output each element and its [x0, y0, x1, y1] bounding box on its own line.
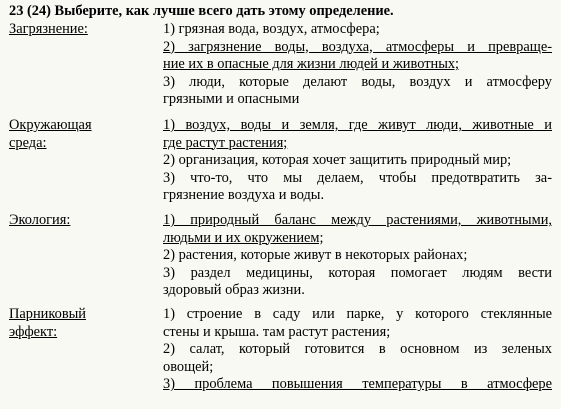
options-list	[163, 117, 552, 205]
option-3-line-1: 3) что-то, что мы делаем, чтобы предотвратить за-	[163, 169, 552, 186]
term-line: Экология:	[9, 212, 71, 228]
option-2: 2) организация, которая хочет защитить природный мир;	[163, 152, 512, 169]
option-3-line-2: грязными и опасными	[163, 91, 300, 108]
term-line: Окружающая	[9, 117, 92, 133]
option-1-line-1: 1) строение в саду или парке, у которого стеклянные	[163, 306, 552, 322]
option-1-line-2: стены и крыша. там растут растения;	[163, 323, 391, 340]
term-line: Загрязнение:	[9, 21, 88, 37]
term-label	[9, 306, 86, 341]
term-line: эффект:	[9, 323, 58, 340]
option-2: 2) растения, которые живут в некоторых районах;	[163, 247, 468, 264]
option-1-line-1: 1) природный баланс между растениями, животными,	[163, 212, 552, 228]
option-3-line-2: здоровый образ жизни.	[163, 282, 305, 299]
exercise-title: 23 (24) Выберите, как лучше всего дать этому определение.	[9, 3, 394, 19]
option-2-line-2: ние их в опасные для жизни людей и животных;	[163, 56, 460, 73]
options-list	[163, 306, 552, 394]
term-line: Парниковый	[9, 306, 86, 322]
option-3-line-2: грязнение воздуха и воды.	[163, 187, 325, 204]
option-2-line-2: овощей;	[163, 358, 214, 375]
option-1: 1) грязная вода, воздух, атмосфера;	[163, 21, 380, 37]
options-list	[163, 21, 552, 109]
option-3-line-1: 3) люди, которые делают воды, воздух и атмосферу	[163, 73, 552, 90]
option-3: 3) проблема повышения температуры в атмосфере	[163, 376, 552, 393]
options-list	[163, 212, 552, 300]
option-3-line-1: 3) раздел медицины, которая помогает людям вести	[163, 264, 552, 281]
term-label	[9, 21, 88, 39]
term-label	[9, 117, 92, 152]
option-2-line-1: 2) загрязнение воды, воздуха, атмосферы и превраще-	[163, 38, 552, 55]
term-line: среда:	[9, 134, 47, 151]
option-1-line-2: людьми и их окружением;	[163, 229, 324, 246]
term-label	[9, 212, 70, 230]
option-1-line-1: 1) воздух, воды и земля, где живут люди, животные и	[163, 117, 552, 133]
option-1-line-2: где растут растения;	[163, 134, 288, 151]
option-2-line-1: 2) салат, который готовится в основном из зеленых	[163, 341, 552, 358]
